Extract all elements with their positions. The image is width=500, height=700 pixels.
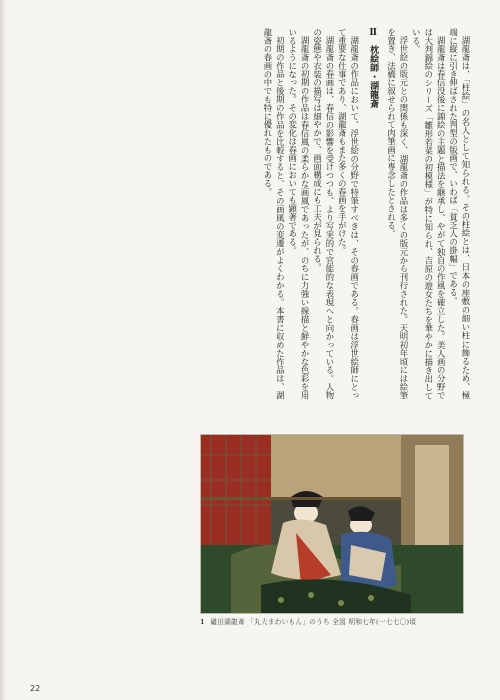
figure-caption-text: 礒田湖龍斎 「丸大まわいもん」のうち 全図 明和七年(一七七〇)頃 <box>210 618 417 626</box>
paragraph: 湖龍斎の作品において、浮世絵の分野で特筆すべきは、その春画である。春画は浮世絵師にとって重要な仕事であり、湖龍斎もまた多くの春画を手がけた。 <box>337 28 360 400</box>
section-mark: Ⅱ <box>368 28 379 38</box>
page-number: 22 <box>30 684 41 693</box>
paragraph: 湖龍斎は春信没後に錦絵の主題と描法を継承し、やがて独自の作風を確立した。美人画の分野では大判錦絵のシリーズ「雛形若菜の初模様」が特に知られ、吉原の遊女たちを華やかに描き出している。 <box>411 28 447 400</box>
ukiyoe-illustration <box>201 435 463 613</box>
figure-illustration <box>200 434 464 614</box>
paragraph: 湖龍斎は、「柱絵」の名人として知られる。その柱絵とは、日本の座敷の細い柱に飾るため、極端に縦に引き伸ばされた判型の版画で、いわば「貧乏人の掛幅」である。 <box>448 28 471 400</box>
binding-shadow <box>0 0 6 700</box>
section-title: 枕絵師・湖龍斎 <box>368 45 379 109</box>
paragraph: 初期の作品と後期の作品を比較すると、その画風の変遷がよくわかる。本書に収めた作品は、湖龍斎の春画の中でも特に優れたものである。 <box>262 28 286 400</box>
figure-number: 1 <box>200 618 205 626</box>
figure-caption <box>200 616 462 626</box>
section-heading <box>367 28 379 400</box>
body-text <box>28 28 472 400</box>
paragraph: 湖龍斎の春画は、春信の影響を受けつつも、より写実的で官能的な表現へと向かっている。人物の姿態や衣装の描写は細やかで、画面構成にも工夫が見られる。 <box>312 28 335 400</box>
paragraph: 浮世絵の版元との関係も深く、湖龍斎の作品は多くの版元から刊行された。天明初年頃には絵筆を置き、法橋に叙せられて肉筆画に専念したとされる。 <box>386 28 409 400</box>
paragraph: 湖龍斎の初期の作品は春信風の柔らかな画風であったが、のちに力強い線描と鮮やかな色彩を用いるようになった。その変化は春画においても顕著である。 <box>287 28 311 400</box>
